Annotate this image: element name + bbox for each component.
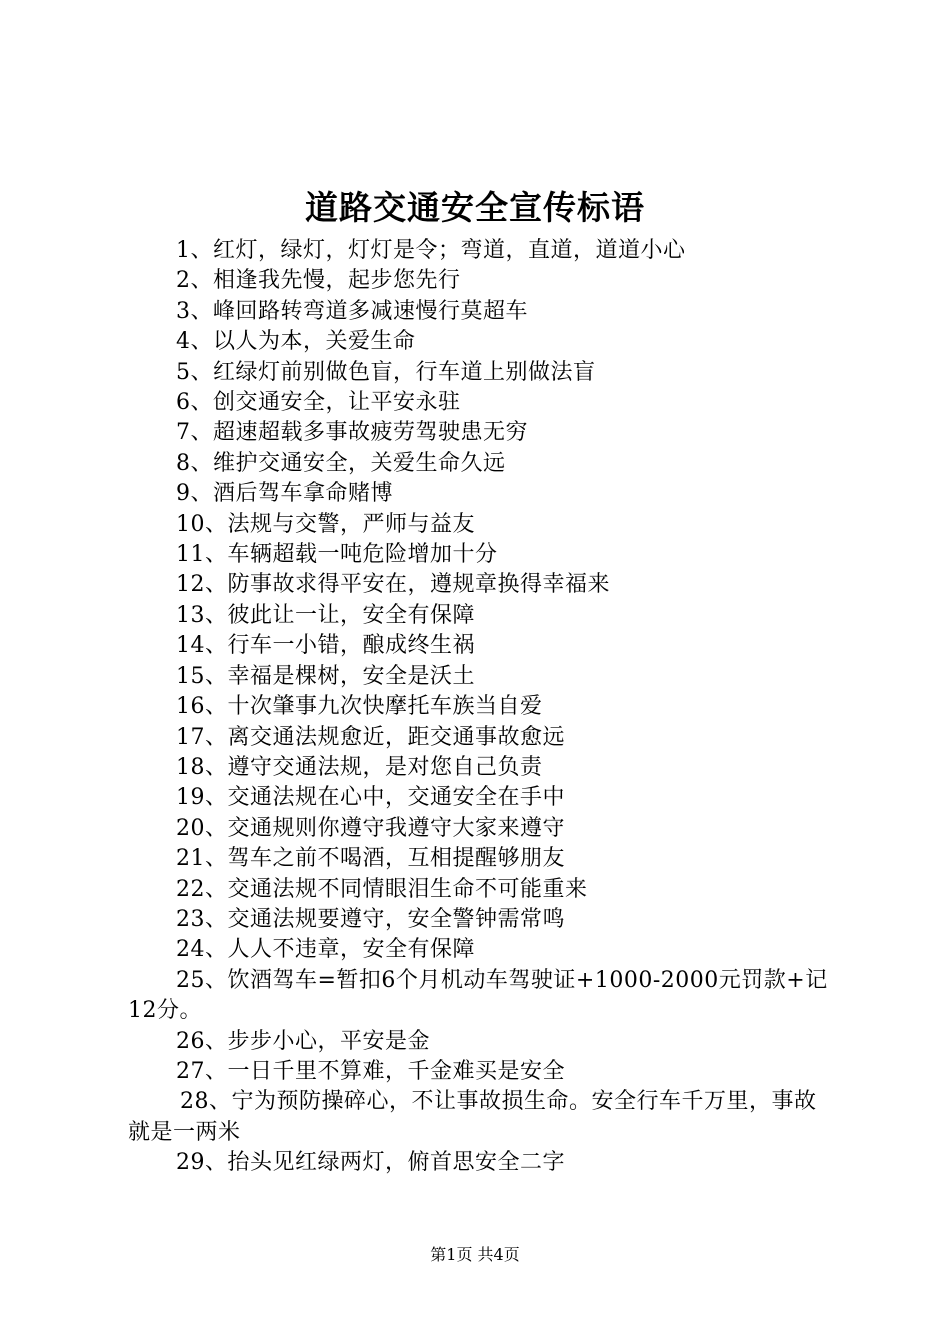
list-item: 4、以人为本，关爱生命: [176, 329, 416, 355]
list-item: 27、一日千里不算难，千金难买是安全: [176, 1058, 565, 1084]
list-item: 9、酒后驾车拿命赌博: [176, 481, 393, 507]
list-item: 19、交通法规在心中，交通安全在手中: [176, 785, 565, 811]
list-item: 11、车辆超载一吨危险增加十分: [176, 542, 498, 568]
list-item: 13、彼此让一让，安全有保障: [176, 602, 475, 628]
list-item: 12、防事故求得平安在，遵规章换得幸福来: [176, 572, 610, 598]
list-item: 28、宁为预防操碎心，不让事故损生命。安全行车千万里，事故就是一两米: [128, 1089, 817, 1145]
list-item: 22、交通法规不同情眼泪生命不可能重来: [176, 876, 588, 902]
list-item: 2、相逢我先慢，起步您先行: [176, 268, 461, 294]
document-title: 道路交通安全宣传标语: [305, 188, 645, 227]
slogan-list: [128, 236, 838, 1179]
list-item: 29、抬头见红绿两灯，俯首思安全二字: [176, 1150, 565, 1176]
list-item: 23、交通法规要遵守，安全警钟需常鸣: [176, 906, 565, 932]
list-item: 26、步步小心，平安是金: [176, 1028, 430, 1054]
list-item: 20、交通规则你遵守我遵守大家来遵守: [176, 815, 565, 841]
list-item: 21、驾车之前不喝酒，互相提醒够朋友: [176, 846, 565, 872]
list-item: 7、超速超载多事故疲劳驾驶患无穷: [176, 420, 528, 446]
list-item: 6、创交通安全，让平安永驻: [176, 390, 461, 416]
list-item: 8、维护交通安全，关爱生命久远: [176, 450, 506, 476]
list-item: 5、红绿灯前别做色盲，行车道上别做法盲: [176, 359, 596, 385]
list-item: 24、人人不违章，安全有保障: [176, 937, 475, 963]
list-item: 1、红灯，绿灯，灯灯是令；弯道，直道，道道小心: [176, 238, 686, 263]
list-item: 25、饮酒驾车=暂扣6个月机动车驾驶证+1000-2000元罚款+记12分。: [128, 967, 828, 1024]
list-item: 14、行车一小错，酿成终生祸: [176, 633, 475, 659]
page-footer: 第1页 共4页: [430, 1245, 520, 1264]
list-item: 18、遵守交通法规，是对您自己负责: [176, 754, 543, 780]
list-item: 16、十次肇事九次快摩托车族当自爱: [176, 694, 543, 720]
list-item: 3、峰回路转弯道多减速慢行莫超车: [176, 298, 528, 324]
list-item: 10、法规与交警，严师与益友: [176, 511, 475, 537]
list-item: 17、离交通法规愈近，距交通事故愈远: [176, 724, 565, 750]
list-item: 15、幸福是棵树，安全是沃土: [176, 663, 475, 689]
